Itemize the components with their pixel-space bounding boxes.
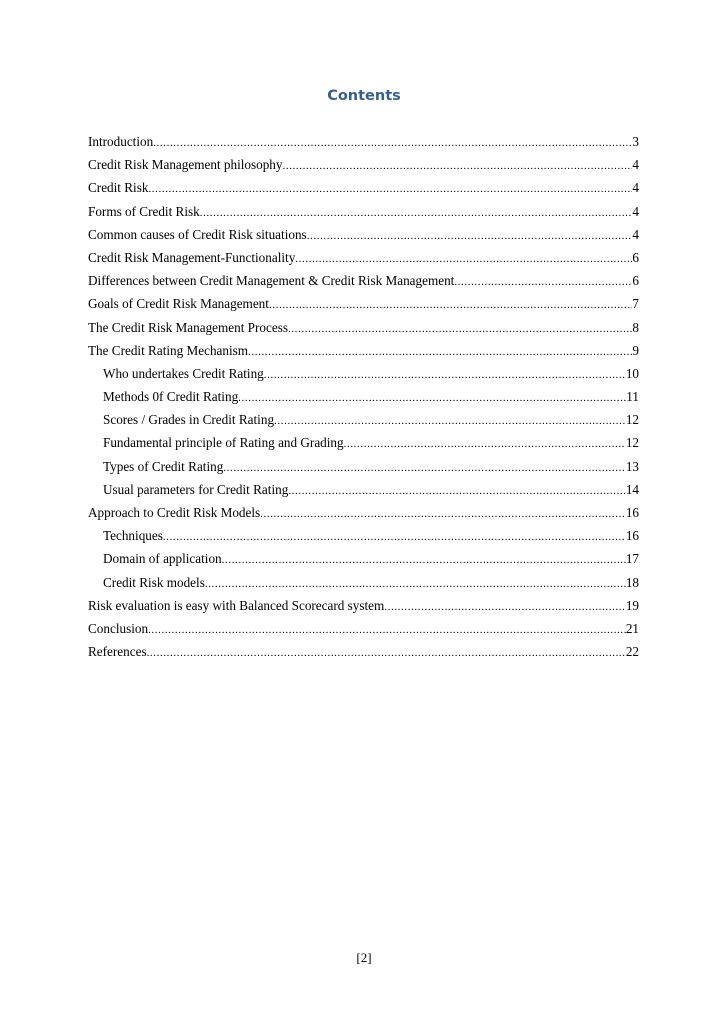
- toc-entry-title: Fundamental principle of Rating and Grading: [103, 435, 344, 451]
- dot-leader: [260, 503, 626, 526]
- toc-entry[interactable]: [88, 524, 639, 547]
- dot-leader: [148, 178, 632, 201]
- toc-entry-title: Differences between Credit Management & Credit Risk Management: [88, 273, 455, 289]
- dot-leader: [454, 271, 632, 294]
- toc-heading: Contents: [327, 88, 401, 104]
- toc-entry[interactable]: [88, 246, 639, 269]
- toc-entry-page-number: 18: [625, 574, 639, 590]
- toc-entry-page-number: 16: [625, 528, 639, 544]
- toc-entry-title: Risk evaluation is easy with Balanced Scorecard system: [88, 597, 385, 613]
- toc-entry-title: Credit Risk Management philosophy: [88, 157, 283, 173]
- toc-entry-page-number: 4: [632, 226, 639, 242]
- toc-entry[interactable]: [88, 571, 639, 594]
- toc-entry[interactable]: [88, 223, 639, 246]
- toc-entry-page-number: 11: [626, 389, 639, 405]
- toc-entry[interactable]: [88, 362, 639, 385]
- toc-entry-page-number: 4: [632, 203, 639, 219]
- toc-entry-title: Types of Credit Rating: [103, 458, 224, 474]
- dot-leader: [248, 341, 632, 364]
- toc-entry-page-number: 6: [632, 249, 639, 265]
- toc-entry[interactable]: [88, 339, 639, 362]
- toc-entry[interactable]: [88, 594, 639, 617]
- dot-leader: [264, 364, 626, 387]
- toc-entry-title: Techniques: [103, 528, 163, 544]
- toc-entry-page-number: 9: [632, 342, 639, 358]
- toc-entry-title: The Credit Risk Management Process: [88, 319, 288, 335]
- toc-entry-page-number: 10: [625, 365, 639, 381]
- toc-entry-title: Credit Risk: [88, 180, 149, 196]
- dot-leader: [288, 480, 626, 503]
- toc-entry-title: References: [88, 644, 147, 660]
- dot-leader: [288, 318, 632, 341]
- toc-entry-page-number: 13: [625, 458, 639, 474]
- toc-entry[interactable]: [88, 130, 639, 153]
- dot-leader: [295, 248, 632, 271]
- toc-entry-title: Scores / Grades in Credit Rating: [103, 412, 275, 428]
- toc-entry[interactable]: [88, 501, 639, 524]
- toc-entry[interactable]: [88, 200, 639, 223]
- toc-entry-title: Conclusion: [88, 620, 149, 636]
- toc-entry[interactable]: [88, 385, 639, 408]
- dot-leader: [223, 457, 626, 480]
- toc-entry-title: Common causes of Credit Risk situations: [88, 226, 307, 242]
- toc-entry-page-number: 19: [625, 597, 639, 613]
- toc-entry-title: Methods 0f Credit Rating: [103, 389, 239, 405]
- dot-leader: [283, 155, 633, 178]
- toc-entry-page-number: 14: [625, 481, 639, 497]
- toc-entry-title: Credit Risk Management-Functionality: [88, 249, 296, 265]
- dot-leader: [238, 387, 626, 410]
- toc-entry-title: Goals of Credit Risk Management: [88, 296, 269, 312]
- toc-entry[interactable]: [88, 269, 639, 292]
- toc-entry-page-number: 6: [632, 273, 639, 289]
- toc-entry-page-number: 22: [625, 644, 639, 660]
- toc-entry-page-number: 4: [632, 180, 639, 196]
- dot-leader: [274, 410, 626, 433]
- toc-entry-page-number: 21: [625, 620, 639, 636]
- toc-entry[interactable]: [88, 153, 639, 176]
- toc-entry-page-number: 4: [632, 157, 639, 173]
- toc-entry[interactable]: [88, 431, 639, 454]
- toc-entry[interactable]: [88, 478, 639, 501]
- toc-entry-title: Approach to Credit Risk Models: [88, 505, 261, 520]
- toc-entry[interactable]: [88, 176, 639, 199]
- toc-entry-page-number: 17: [625, 551, 639, 567]
- toc-entry-title: Usual parameters for Credit Rating: [103, 481, 289, 497]
- toc-entry-title: The Credit Rating Mechanism: [88, 342, 249, 358]
- dot-leader: [148, 619, 626, 642]
- dot-leader: [307, 225, 633, 248]
- toc-entry[interactable]: [88, 316, 639, 339]
- toc-entry[interactable]: [88, 547, 639, 570]
- toc-entry[interactable]: [88, 640, 639, 663]
- dot-leader: [153, 132, 632, 155]
- toc-entry-title: Introduction: [88, 134, 154, 149]
- toc-entry-page-number: 3: [632, 134, 639, 149]
- toc-entry[interactable]: [88, 408, 639, 431]
- dot-leader: [147, 642, 626, 665]
- toc-entry-page-number: 16: [625, 505, 639, 520]
- toc-entry-title: Credit Risk models: [103, 574, 205, 590]
- toc-entry-title: Forms of Credit Risk: [88, 203, 200, 219]
- toc-entry-title: Domain of application: [103, 551, 222, 567]
- dot-leader: [344, 433, 626, 456]
- toc-entry[interactable]: [88, 617, 639, 640]
- dot-leader: [222, 549, 626, 572]
- toc-entry[interactable]: [88, 292, 639, 315]
- toc-entry-page-number: 8: [632, 319, 639, 335]
- dot-leader: [384, 596, 626, 619]
- page-number: [2]: [356, 950, 372, 965]
- toc-list: [88, 130, 639, 663]
- toc-entry-page-number: 12: [625, 435, 639, 451]
- dot-leader: [200, 202, 633, 225]
- toc-entry-title: Who undertakes Credit Rating: [103, 365, 264, 381]
- dot-leader: [205, 573, 626, 596]
- dot-leader: [269, 294, 632, 317]
- dot-leader: [163, 526, 626, 549]
- toc-entry-page-number: 7: [632, 296, 639, 312]
- toc-entry-page-number: 12: [625, 412, 639, 428]
- toc-entry[interactable]: [88, 455, 639, 478]
